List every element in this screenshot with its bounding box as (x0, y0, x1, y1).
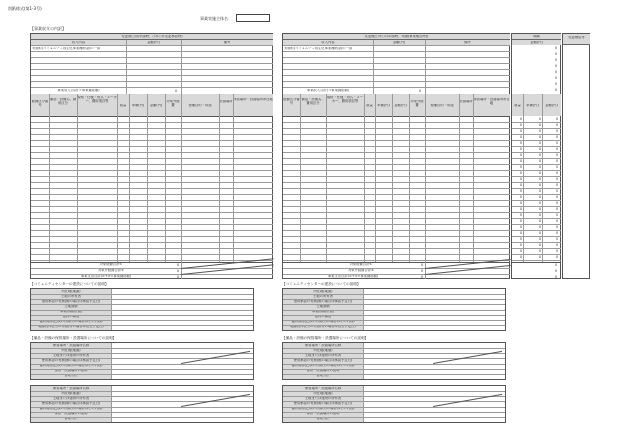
diff-unit-zero: 0 (539, 123, 542, 127)
left-rev-h2: 金額(円) (147, 41, 160, 44)
right-exp-h-purpose: 整備目的・用途 (430, 104, 454, 107)
form-label: 所在地(地番) (61, 348, 81, 352)
form-label: 権利関係(乙以の有無(有の場合はその内容) (291, 364, 355, 368)
diff-qty-zero: 0 (520, 147, 523, 151)
diff-col-unit: 単価(円) (526, 104, 539, 107)
form-label: 事業面積(計画) (59, 310, 83, 314)
right-rev-row1: 実施町(コミュニティ再生化事業補助金)の一部 (284, 47, 353, 50)
diff-qty-zero: 0 (520, 183, 523, 187)
right-exp-h-name: 備品・設備名、費用区分 (301, 98, 325, 105)
left-exp-h-purpose: 整備目的・用途 (188, 104, 212, 107)
form-label: 土地面積 (64, 304, 78, 308)
diff-zero: 0 (555, 76, 558, 80)
diff-qty-zero: 0 (520, 117, 523, 121)
form-label: 土地の所有者 (313, 294, 333, 298)
left-exp-total: 0 (177, 263, 180, 267)
left-center-title: 【コミュニティセンターの建設についての説明】 (30, 282, 109, 286)
left-exp-h-place: 設置場所 (219, 100, 233, 103)
diff-table (511, 33, 561, 279)
diff-unit-zero: 0 (539, 213, 542, 217)
applicant-name-field[interactable] (236, 14, 270, 22)
diff-qty-zero: 0 (520, 177, 523, 181)
diff-amt-zero: 0 (556, 201, 559, 205)
diff-title: 増減 (533, 35, 540, 38)
form-label: 管理方法 (64, 417, 78, 421)
left-rev-row1: 実施町(コミュニティ再生化事業補助金)の一部 (32, 47, 101, 50)
diff-amt-zero: 0 (556, 249, 559, 253)
form-label: 所在地(地番) (61, 289, 81, 293)
form-label: 使用承認の有無(無の場合は承諾予定日) (293, 402, 353, 405)
form-label: 権利関係(乙以の有無(有の場合はその内容) (291, 407, 355, 411)
right-rev-h3: 備考 (464, 41, 471, 44)
form-label: 保管場所・設置場所名称 (52, 343, 90, 347)
right-center-form (282, 288, 506, 331)
form-label: 所在地(地番) (313, 348, 333, 352)
diff-unit-zero: 0 (539, 147, 542, 151)
diff-unit-zero: 0 (539, 171, 542, 175)
diff-unit-zero: 0 (539, 117, 542, 121)
form-label: 建物の構造 (314, 315, 332, 319)
form-label: 借用承認の有無(無の場合は承諾予定日) (293, 299, 353, 303)
diff-amt-zero: 0 (556, 117, 559, 121)
form-label: 土地の所有者 (61, 294, 81, 298)
right-expense-grid (283, 116, 510, 262)
diff-qty-zero: 0 (520, 123, 523, 127)
diff-total-2: 0 (555, 269, 558, 273)
form-label: 保管・設置場所の説明 (54, 369, 88, 373)
form-label: 管理方法 (64, 374, 78, 378)
diff-unit-zero: 0 (539, 165, 542, 169)
diff-col-qty: 数量 (514, 104, 521, 107)
diff-amt-zero: 0 (556, 237, 559, 241)
left-grand-total: 0 (177, 275, 180, 279)
right-exp-total: 0 (421, 263, 424, 267)
diff-unit-zero: 0 (539, 135, 542, 139)
form-label: 保管場所・設置場所名称 (304, 343, 342, 347)
right-exp-total-label: 対象経費合計① (349, 263, 373, 266)
diff-amt-zero: 0 (556, 255, 559, 259)
diff-qty-zero: 0 (520, 207, 523, 211)
form-label: 所在地(地番) (313, 289, 333, 293)
left-plan-title: 変更前(当初申請時、○年○月変更承認時) (121, 35, 183, 38)
diff-unit-zero: 0 (539, 153, 542, 157)
right-exp-h-no: 経費区分番号 (283, 98, 300, 105)
diff-unit-zero: 0 (539, 183, 542, 187)
diff-unit-zero: 0 (539, 195, 542, 199)
right-grand-total-label: 事業支出合計(①+②=事業費総額) (327, 275, 379, 278)
form-label: 管理方法 (316, 417, 330, 421)
left-exp-h-name: 備品・設備名、費用区分 (49, 98, 77, 105)
left-rev-h3: 備考 (223, 41, 231, 44)
form-label: 権利関係(乙以の有無(有の場合はその内容) (291, 320, 355, 324)
diff-amt-zero: 0 (556, 189, 559, 193)
right-plan-table (282, 33, 510, 279)
diff-qty-zero: 0 (520, 135, 523, 139)
form-label: 保管場所・設置場所名称 (304, 386, 342, 390)
diff-unit-zero: 0 (539, 255, 542, 259)
diff-total-3: 0 (555, 275, 558, 279)
left-exp-h-unit: 単価(円) (131, 104, 145, 107)
form-label: 土地または建物の所有者 (304, 353, 342, 357)
diff-amt-zero: 0 (556, 165, 559, 169)
diff-unit-zero: 0 (539, 141, 542, 145)
left-rev-total-value: 0 (175, 89, 178, 93)
section-title: 【事業収支の内訳】 (30, 26, 66, 31)
applicant-label: 事業実施主体名： (200, 16, 232, 21)
diff-amt-zero: 0 (556, 207, 559, 211)
diff-amt-zero: 0 (556, 213, 559, 217)
diff-amt-zero: 0 (556, 141, 559, 145)
form-label: 保管・設置場所の説明 (306, 369, 340, 373)
reason-title: 変更理由等 (568, 36, 585, 39)
diff-col-amt2: 金額(円) (545, 104, 558, 107)
diff-total-1: 0 (555, 263, 558, 267)
right-plan-title: 変更後(○年○月申請時、実績(事業報告時)) (364, 35, 429, 38)
diff-revenue-zeros (512, 45, 561, 94)
right-grand-total: 0 (421, 275, 424, 279)
form-label: 権利関係(乙以の有無(有の場合はその内容) (39, 320, 103, 324)
right-equip-form-1 (282, 342, 506, 380)
form-label: 所在地(地番) (313, 391, 333, 395)
diff-qty-zero: 0 (520, 231, 523, 235)
left-non-target-label: 対象外経費合計② (97, 269, 125, 272)
diff-zero: 0 (555, 52, 558, 56)
form-label: 権利関係(乙以の有無(有の場合はその内容) (39, 407, 103, 411)
right-non-target-label: 対象外経費合計② (347, 269, 375, 272)
diff-qty-zero: 0 (520, 243, 523, 247)
diff-unit-zero: 0 (539, 189, 542, 193)
diff-unit-zero: 0 (539, 231, 542, 235)
diff-unit-zero: 0 (539, 159, 542, 163)
diff-unit-zero: 0 (539, 237, 542, 241)
left-exp-h-qty: 数量 (119, 104, 127, 107)
form-label: 管理方法 (316, 374, 330, 378)
right-exp-h-unit: 単価(円) (377, 104, 390, 107)
form-label: 保管場所・設置場所名称 (52, 386, 90, 390)
diff-amt-zero: 0 (556, 129, 559, 133)
diff-unit-zero: 0 (539, 225, 542, 229)
diff-qty-zero: 0 (520, 159, 523, 163)
form-label: 土地面積 (316, 304, 330, 308)
diff-amt-zero: 0 (556, 123, 559, 127)
form-label: 所在地(地番) (61, 391, 81, 395)
form-label: 事業面積(計画) (311, 310, 335, 314)
right-exp-h-spec: 規格・仕様・形式・メーカー、費用項目等 (326, 96, 364, 103)
form-label: 権利関係(乙以の有無(有の場合はその内容) (39, 364, 103, 368)
diff-qty-zero: 0 (520, 141, 523, 145)
diff-unit-zero: 0 (539, 177, 542, 181)
left-center-form (30, 288, 254, 331)
diff-qty-zero: 0 (520, 153, 523, 157)
diff-amt-zero: 0 (556, 171, 559, 175)
right-equip-title: 【備品・設備の保管場所・設置場所についての説明】 (282, 336, 369, 340)
diff-qty-zero: 0 (520, 189, 523, 193)
right-rev-total-value: 0 (419, 89, 422, 93)
form-label: 使用承認の有無(無の場合は承諾予定日) (41, 359, 101, 362)
diff-amt-zero: 0 (556, 195, 559, 199)
form-id: 別紙様式(第1-3号) (8, 6, 42, 11)
left-expense-grid (31, 116, 273, 262)
left-exp-h-no: 経費区分番号 (31, 100, 49, 107)
right-exp-h-place: 設置場所 (459, 100, 473, 103)
left-rev-total-label: 事業収入合計(コ事業費総額) (57, 89, 100, 92)
left-rev-h1: 収入内容 (71, 41, 86, 44)
diff-unit-zero: 0 (539, 249, 542, 253)
diff-qty-zero: 0 (520, 255, 523, 259)
diff-zero: 0 (555, 58, 558, 62)
diff-qty-zero: 0 (520, 237, 523, 241)
diff-amt-zero: 0 (556, 231, 559, 235)
diff-col-amount: 金額(円) (530, 41, 543, 44)
left-exp-total-label: 対象経費合計① (99, 263, 123, 266)
left-equip-title: 【備品・設備の保管場所・設置場所についての説明】 (30, 336, 117, 340)
left-equip-form-1 (30, 342, 254, 380)
form-label: 土地または建物の所有者 (52, 353, 90, 357)
diff-qty-zero: 0 (520, 213, 523, 217)
left-exp-h-amt: 金額(円) (149, 104, 163, 107)
form-label: 借用承認の有無(無の場合は承諾予定日) (41, 299, 101, 303)
form-label: 建物の構造 (62, 315, 80, 319)
diff-qty-zero: 0 (520, 219, 523, 223)
left-plan-table (30, 33, 273, 279)
form-label: 地縁団体区分の有無(有の場合は設立予定日) (290, 325, 356, 329)
left-exp-h-location: 保管場所・設置場所所在地 (233, 98, 273, 101)
diff-unit-zero: 0 (539, 129, 542, 133)
diff-amt-zero: 0 (556, 243, 559, 247)
diff-amt-zero: 0 (556, 177, 559, 181)
left-grand-total-label: 事業支出合計(①+②=事業費総額) (80, 275, 132, 278)
diff-qty-zero: 0 (520, 225, 523, 229)
left-non-target: 0 (177, 269, 180, 273)
right-non-target: 0 (421, 269, 424, 273)
left-exp-h-nontarget: 対象外経費 (166, 100, 180, 107)
diff-qty-zero: 0 (520, 129, 523, 133)
left-equip-form-2 (30, 385, 254, 423)
diff-zero: 0 (555, 82, 558, 86)
diff-unit-zero: 0 (539, 219, 542, 223)
diff-amt-zero: 0 (556, 219, 559, 223)
diff-zero: 0 (555, 64, 558, 68)
right-exp-h-amt: 金額(円) (394, 104, 407, 107)
right-exp-h-qty: 数量 (366, 104, 373, 107)
form-label: 保管・設置場所の説明 (306, 412, 340, 416)
left-exp-h-spec: 規格・仕様・形式・メーカー、費用項目等 (77, 96, 117, 103)
diff-amt-zero: 0 (556, 147, 559, 151)
right-equip-form-2 (282, 385, 506, 423)
form-label: 使用承認の有無(無の場合は承諾予定日) (41, 402, 101, 405)
right-center-title: 【コミュニティセンターの建設についての説明】 (282, 282, 361, 286)
form-label: 土地または建物の所有者 (52, 396, 90, 400)
form-label: 保管・設置場所の説明 (54, 412, 88, 416)
diff-qty-zero: 0 (520, 165, 523, 169)
form-label: 使用承認の有無(無の場合は承諾予定日) (293, 359, 353, 362)
right-rev-total-label: 事業収入合計(コ事業費総額) (306, 89, 350, 92)
diff-unit-zero: 0 (539, 243, 542, 247)
diff-qty-zero: 0 (520, 201, 523, 205)
reason-column (562, 33, 590, 279)
diff-qty-zero: 0 (520, 195, 523, 199)
diff-amt-zero: 0 (556, 135, 559, 139)
diff-amt-zero: 0 (556, 225, 559, 229)
right-rev-h2: 金額(円) (392, 41, 406, 44)
right-exp-h-nontarget: 対象外経費 (410, 100, 424, 107)
form-label: 土地または建物の所有者 (304, 396, 342, 400)
diff-zero: 0 (555, 46, 558, 50)
diff-amt-zero: 0 (556, 153, 559, 157)
diff-expense-grid (512, 116, 561, 262)
diff-unit-zero: 0 (539, 201, 542, 205)
form-label: 地縁団体区分の有無(有の場合は設立予定日) (38, 325, 104, 329)
diff-zero: 0 (555, 88, 558, 92)
diff-qty-zero: 0 (520, 171, 523, 175)
diff-zero: 0 (555, 70, 558, 74)
diff-unit-zero: 0 (539, 207, 542, 211)
diff-qty-zero: 0 (520, 249, 523, 253)
diff-amt-zero: 0 (556, 159, 559, 163)
right-rev-h1: 収入内容 (321, 41, 335, 44)
diff-amt-zero: 0 (556, 183, 559, 187)
right-exp-h-location: 保管場所・設置場所所在地 (473, 98, 510, 105)
